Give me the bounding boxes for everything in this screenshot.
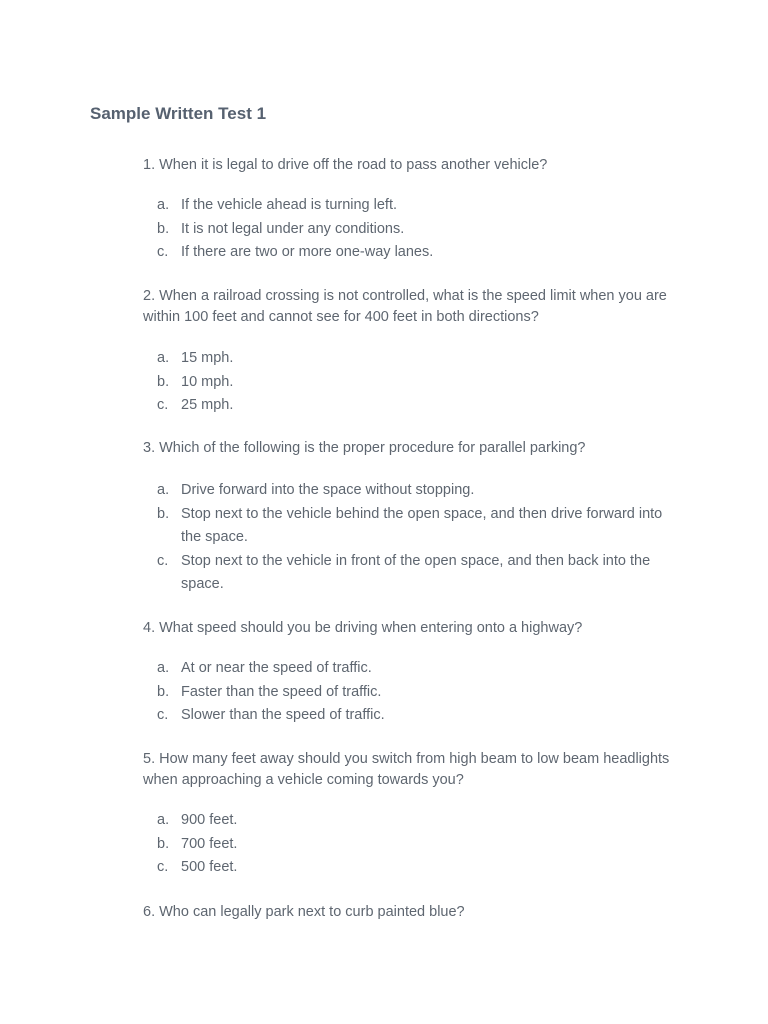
- option-text: If there are two or more one-way lanes.: [181, 244, 434, 260]
- option-3c: [143, 550, 683, 597]
- option-5c: [143, 856, 683, 880]
- option-letter: c.: [157, 707, 169, 723]
- question-6: 6. Who can legally park next to curb painted blue?: [143, 904, 465, 920]
- option-2b: [143, 371, 683, 395]
- option-text: 700 feet.: [181, 835, 238, 852]
- question-4-options: [143, 657, 683, 728]
- page-title: Sample Written Test 1: [90, 104, 267, 123]
- option-text: Slower than the speed of traffic.: [181, 707, 385, 723]
- question-3: 3. Which of the following is the proper procedure for parallel parking?: [143, 440, 586, 456]
- option-text: 15 mph.: [181, 350, 234, 366]
- option-text: Faster than the speed of traffic.: [181, 683, 382, 700]
- option-3a: [143, 479, 683, 503]
- question-1: 1. When it is legal to drive off the road to pass another vehicle?: [143, 157, 548, 173]
- option-text: Drive forward into the space without stopping.: [181, 482, 475, 498]
- option-4c: [143, 704, 683, 728]
- option-letter: c.: [157, 552, 169, 569]
- option-letter: c.: [157, 859, 169, 875]
- option-4a: [143, 657, 683, 681]
- option-text: Stop next to the vehicle behind the open space, and then drive forward into the space.: [181, 505, 663, 545]
- option-letter: b.: [157, 220, 170, 237]
- question-3-options: [143, 479, 683, 597]
- option-1c: [143, 241, 683, 265]
- question-4: 4. What speed should you be driving when entering onto a highway?: [143, 620, 583, 636]
- option-5a: [143, 809, 683, 833]
- option-2c: [143, 394, 683, 418]
- option-letter: b.: [157, 373, 170, 390]
- option-letter: a.: [157, 812, 170, 828]
- question-5: 5. How many feet away should you switch from high beam to low beam headlights when approaching a vehicle coming towards you?: [143, 751, 670, 788]
- option-letter: a.: [157, 660, 170, 676]
- option-5b: [143, 833, 683, 857]
- option-text: If the vehicle ahead is turning left.: [181, 197, 398, 213]
- option-3b: [143, 503, 683, 550]
- option-text: Stop next to the vehicle in front of the open space, and then back into the space.: [181, 552, 651, 592]
- option-letter: a.: [157, 482, 170, 498]
- question-5-options: [143, 809, 683, 880]
- option-2a: [143, 347, 683, 371]
- question-2-options: [143, 347, 683, 418]
- option-1a: [143, 194, 683, 218]
- option-text: 25 mph.: [181, 397, 234, 413]
- option-letter: b.: [157, 683, 170, 700]
- question-2: 2. When a railroad crossing is not controlled, what is the speed limit when you are within 100 feet and cannot see for 400 feet in both directions?: [143, 288, 667, 325]
- option-4b: [143, 681, 683, 705]
- option-1b: [143, 218, 683, 242]
- option-letter: b.: [157, 505, 170, 522]
- option-text: 500 feet.: [181, 859, 238, 875]
- option-text: 10 mph.: [181, 373, 234, 390]
- option-letter: a.: [157, 197, 170, 213]
- option-letter: a.: [157, 350, 170, 366]
- option-text: At or near the speed of traffic.: [181, 660, 372, 676]
- option-text: It is not legal under any conditions.: [181, 220, 405, 237]
- option-letter: c.: [157, 244, 169, 260]
- option-text: 900 feet.: [181, 812, 238, 828]
- option-letter: b.: [157, 835, 170, 852]
- question-1-options: [143, 194, 683, 265]
- option-letter: c.: [157, 397, 169, 413]
